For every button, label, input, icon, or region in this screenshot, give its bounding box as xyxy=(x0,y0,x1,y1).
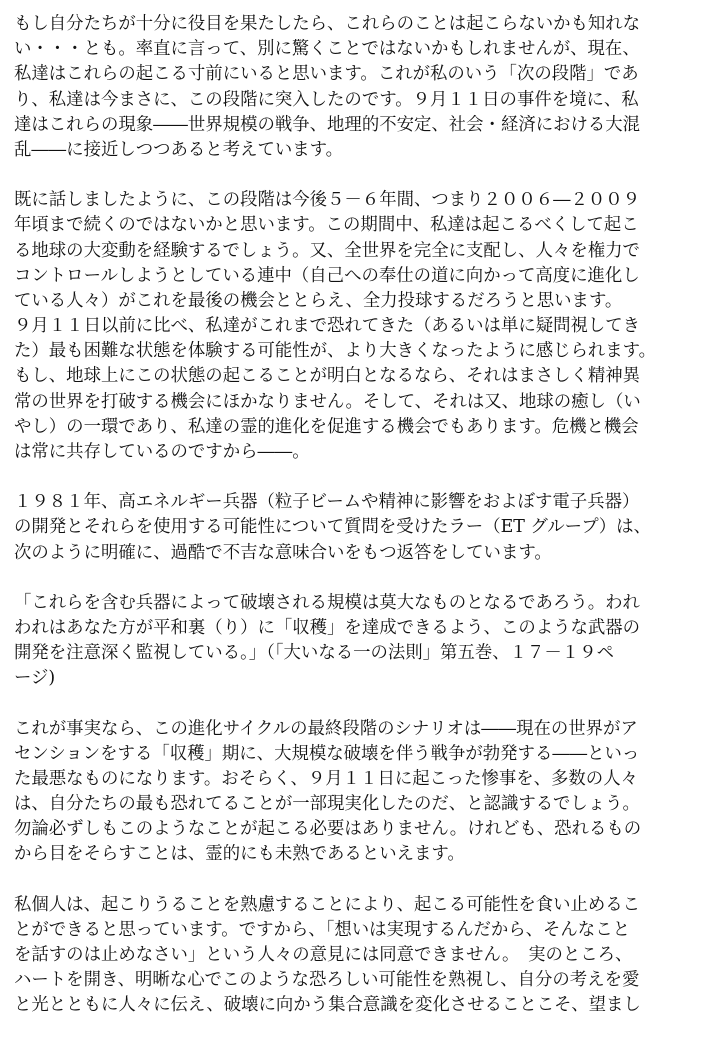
text-line: とができると思っています。ですから、「想いは実現するんだから、そんなこと xyxy=(14,919,630,940)
paragraph-6 xyxy=(14,893,714,1019)
text-line: 常の世界を打破する機会にほかなりません。そして、それは又、地球の癒し（い xyxy=(14,391,641,412)
text-line: は、自分たちの最も恐れてることが一部現実化したのだ、と認識するでしょう。 xyxy=(14,794,640,815)
text-line: 私達はこれらの起こる寸前にいると思います。これが私のいう「次の段階」であ xyxy=(14,64,639,85)
paragraph-2 xyxy=(14,188,714,465)
text-line: ハートを開き、明晰な心でこのような恐ろしい可能性を熟視し、自分の考えを愛 xyxy=(14,970,640,991)
text-line: 乱――に接近しつつあると考えています。 xyxy=(14,139,344,160)
quote-paragraph xyxy=(14,591,714,692)
text-line: われはあなた方が平和裏（り）に「収穫」を達成できるよう、このような武器の xyxy=(14,617,641,638)
paragraph-3 xyxy=(14,490,714,566)
text-line: た最悪なものになります。おそらく、９月１１日に起こった惨事を、多数の人々 xyxy=(14,768,638,789)
text-line: やし）の一環であり、私達の霊的進化を促進する機会でもあります。危機と機会 xyxy=(14,416,639,437)
text-line: と光とともに人々に伝え、破壊に向かう集合意識を変化させることこそ、望まし xyxy=(14,995,641,1016)
text-line: から目をそらすことは、霊的にも未熟であるといえます。 xyxy=(14,844,465,865)
text-line: 勿論必ずしもこのようなことが起こる必要はありません。けれども、恐れるもの xyxy=(14,819,642,840)
text-line: た）最も困難な状態を体験する可能性が、より大きくなったように感じられます。 xyxy=(14,341,657,362)
document-page xyxy=(14,12,714,1044)
text-line: 既に話しましたように、この段階は今後５－６年間、つまり２００６―２００９ xyxy=(14,190,641,211)
text-line: 私個人は、起こりうることを熟慮することにより、起こる可能性を食い止めるこ xyxy=(14,894,641,915)
text-line: 次のように明確に、過酷で不吉な意味合いをもつ返答をしています。 xyxy=(14,542,552,563)
text-line: もし、地球上にこの状態の起こることが明白となるなら、それはまさしく精神異 xyxy=(14,366,641,387)
text-line: これが事実なら、この進化サイクルの最終段階のシナリオは――現在の世界がア xyxy=(14,718,638,739)
text-line: 達はこれらの現象――世界規模の戦争、地理的不安定、社会・経済における大混 xyxy=(14,114,641,135)
text-line: を話すのは止めなさい」という人々の意見には同意できません。 実のところ、 xyxy=(14,945,633,965)
text-line: 開発を注意深く監視している。」（「大いなる一の法則」第五巻、１７－１９ペ xyxy=(14,643,614,664)
text-line: もし自分たちが十分に役目を果たしたら、これらのことは起こらないかも知れな xyxy=(14,14,641,34)
text-line: 年頃まで続くのではないかと思います。この期間中、私達は起こるべくして起こ xyxy=(14,215,639,236)
text-line: 「これらを含む兵器によって破壊される規模は莫大なものとなるであろう。われ xyxy=(14,592,640,613)
text-line: ージ) xyxy=(14,668,56,689)
text-line: い・・・とも。率直に言って、別に驚くことではないかもしれませんが、現在、 xyxy=(14,39,640,60)
text-line: ている人々）がこれを最後の機会ととらえ、全力投球するだろうと思います。 xyxy=(14,290,623,311)
text-line: ９月１１日以前に比べ、私達がこれまで恐れてきた（あるいは単に疑問視してき xyxy=(14,316,641,337)
text-line: １９８１年、高エネルギー兵器（粒子ビームや精神に影響をおよぼす電子兵器） xyxy=(14,492,640,513)
text-line: コントロールしようとしている連中（自己への奉仕の道に向かって高度に進化し xyxy=(14,265,640,286)
text-line: る地球の大変動を経験するでしょう。又、全世界を完全に支配し、人々を権力で xyxy=(14,240,640,261)
text-line: は常に共存しているのですから――。 xyxy=(14,442,310,462)
text-line: センションをする「収穫」期に、大規模な破壊を伴う戦争が勃発する――といっ xyxy=(14,743,640,764)
text-line: の開発とそれらを使用する可能性について質問を受けたラー（ET グループ）は、 xyxy=(14,517,651,538)
text-line: り、私達は今まさに、この段階に突入したのです。９月１１日の事件を境に、私 xyxy=(14,89,639,110)
paragraph-1 xyxy=(14,12,714,163)
paragraph-5 xyxy=(14,717,714,868)
